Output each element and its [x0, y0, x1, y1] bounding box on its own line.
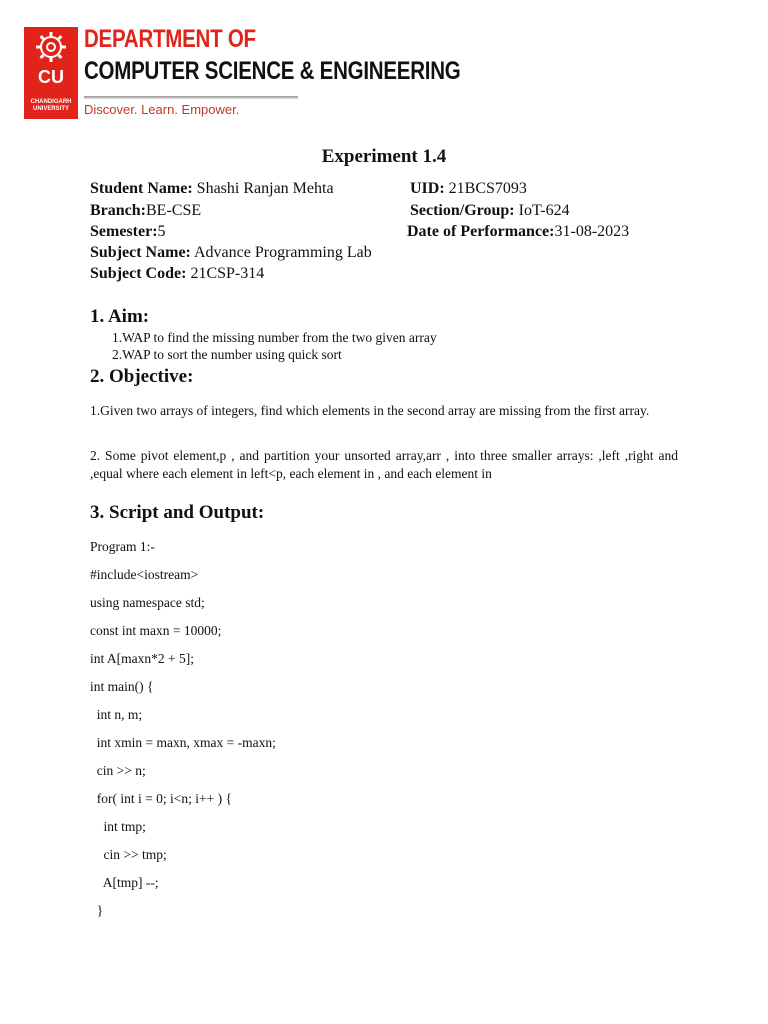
tagline: Discover. Learn. Empower.: [84, 102, 240, 117]
uid-row: [410, 180, 527, 198]
gear-emblem-icon: [24, 27, 78, 71]
code-line: Program 1:-: [90, 539, 155, 554]
aim-line: 1.WAP to find the missing number from the two given array: [112, 330, 437, 345]
code-line: cin >> n;: [90, 763, 146, 778]
logo-university-name: CHANDIGARH UNIVERSITY: [30, 99, 72, 112]
department-title-line1: DEPARTMENT OF: [84, 25, 256, 53]
section-row: [410, 202, 570, 220]
section-value: IoT-624: [514, 202, 570, 219]
code-line: }: [90, 903, 104, 918]
subject-name-label: Subject Name:: [90, 244, 191, 261]
subject-name-value: Advance Programming Lab: [190, 244, 372, 261]
code-line: int n, m;: [90, 707, 143, 722]
subject-name-row: [90, 244, 372, 262]
code-line: A[tmp] --;: [90, 875, 159, 890]
code-line: using namespace std;: [90, 595, 205, 610]
student-name-label: Student Name:: [90, 180, 193, 197]
semester-value: 5: [157, 223, 166, 240]
university-logo: [24, 27, 78, 119]
code-line: int main() {: [90, 679, 154, 694]
subject-code-value: 21CSP-314: [186, 265, 265, 282]
code-line: const int maxn = 10000;: [90, 623, 222, 638]
script-output-heading: 3. Script and Output:: [90, 502, 265, 523]
experiment-title: Experiment 1.4: [321, 146, 447, 167]
objective-heading: 2. Objective:: [90, 366, 194, 387]
branch-row: [90, 202, 201, 220]
student-name-row: [90, 180, 334, 198]
subject-code-row: [90, 265, 264, 283]
branch-value: BE-CSE: [146, 202, 202, 219]
objective-paragraph: 2. Some pivot element,p , and partition your unsorted array,arr , into three smaller arrays: ,left ,right and ,equal where each element in left<p, each element in , and each element in: [90, 448, 678, 481]
uid-value: 21BCS7093: [444, 180, 527, 197]
header-divider: [84, 96, 298, 99]
semester-row: [90, 223, 166, 241]
aim-line: 2.WAP to sort the number using quick sort: [112, 347, 342, 362]
branch-label: Branch:: [90, 202, 146, 219]
date-row: [407, 223, 629, 241]
date-label: Date of Performance:: [407, 223, 555, 240]
section-label: Section/Group:: [410, 202, 515, 219]
code-line: cin >> tmp;: [90, 847, 167, 862]
code-line: int A[maxn*2 + 5];: [90, 651, 194, 666]
code-line: int tmp;: [90, 819, 146, 834]
subject-code-label: Subject Code:: [90, 265, 187, 282]
uid-label: UID:: [410, 180, 445, 197]
objective-paragraph: 1.Given two arrays of integers, find which elements in the second array are missing from the first array.: [90, 403, 650, 418]
aim-heading: 1. Aim:: [90, 306, 150, 327]
student-name-value: Shashi Ranjan Mehta: [192, 180, 334, 197]
code-line: #include<iostream>: [90, 567, 199, 582]
code-line: int xmin = maxn, xmax = -maxn;: [90, 735, 276, 750]
code-line: for( int i = 0; i<n; i++ ) {: [90, 791, 232, 806]
semester-label: Semester:: [90, 223, 158, 240]
logo-abbrev: CU: [38, 67, 64, 87]
date-value: 31-08-2023: [554, 223, 630, 240]
department-title-line2: COMPUTER SCIENCE & ENGINEERING: [84, 57, 461, 85]
